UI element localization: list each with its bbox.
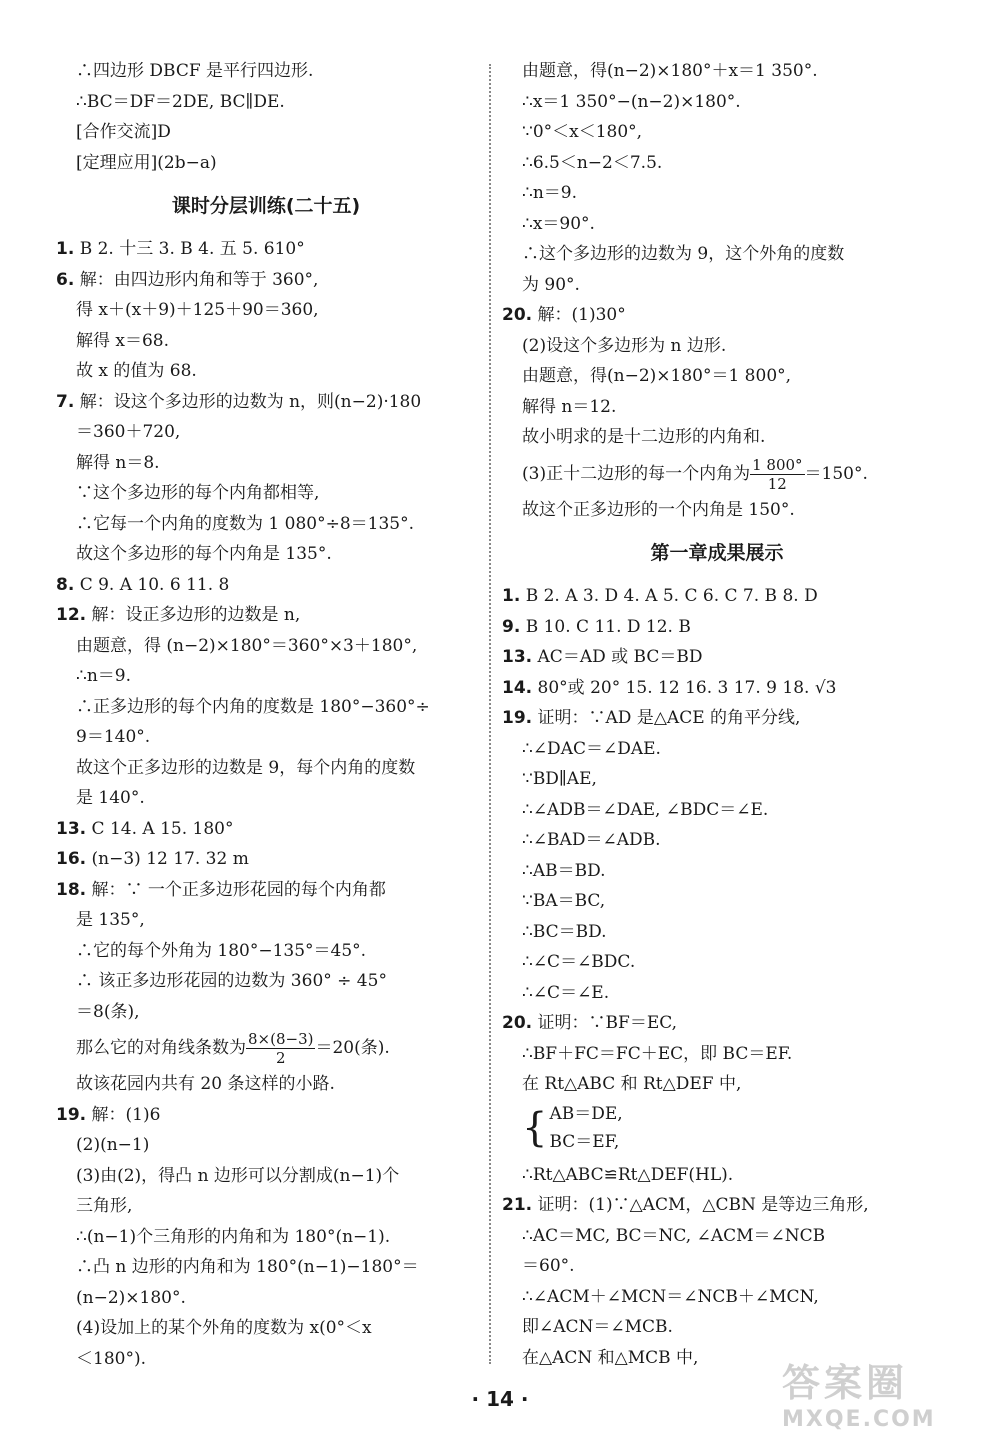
text-line	[502, 795, 932, 826]
fraction-denominator: 2	[275, 1049, 286, 1067]
text-line	[502, 392, 932, 423]
text-line	[502, 148, 932, 179]
text-line	[56, 539, 476, 570]
text-line	[56, 387, 476, 418]
question-number: 8.	[56, 574, 75, 595]
text-line	[502, 209, 932, 240]
answer-text: ∴正多边形的每个内角的度数是 180°−360°÷	[76, 696, 430, 717]
section-heading: 第一章成果展示	[650, 542, 784, 564]
text-line	[502, 703, 932, 734]
text-line	[502, 581, 932, 612]
watermark-logo	[782, 1352, 982, 1432]
answer-text: ∴BF＋FC＝FC＋EC，即 BC＝EF.	[522, 1043, 793, 1064]
fraction	[750, 456, 804, 493]
text-line	[56, 265, 476, 296]
text-line	[56, 1130, 476, 1161]
answer-text: 解：设这个多边形的边数为 n，则(n−2)·180	[79, 391, 422, 412]
brace-symbol: {	[522, 1104, 548, 1151]
text-line	[56, 875, 476, 906]
right-column	[502, 56, 932, 1373]
question-number: 9.	[502, 616, 521, 637]
watermark-line1: 答案圈	[782, 1361, 909, 1405]
text-line	[56, 1161, 476, 1192]
answer-text: (n−2)×180°.	[76, 1287, 186, 1308]
text-line	[56, 1191, 476, 1222]
question-number: 19.	[502, 708, 533, 728]
answer-text: ＜180°).	[76, 1348, 146, 1369]
answer-text: 是 135°,	[76, 910, 145, 930]
text-line	[56, 966, 476, 997]
text-line	[56, 326, 476, 357]
answer-text: 故小明求的是十二边形的内角和.	[522, 427, 766, 447]
text-line	[56, 1283, 476, 1314]
question-number: 12.	[56, 605, 87, 625]
text-line	[56, 1069, 476, 1100]
answer-text: 故 x 的值为 68.	[76, 361, 197, 381]
answer-text: ∴(n−1)个三角形的内角和为 180°(n−1).	[76, 1226, 391, 1247]
text-line	[502, 1008, 932, 1039]
text-line	[56, 722, 476, 753]
question-number: 13.	[502, 647, 533, 667]
answer-text: ∵0°＜x＜180°,	[522, 122, 643, 142]
text-line	[56, 661, 476, 692]
answer-text: ∴Rt△ABC≌Rt△DEF(HL).	[522, 1164, 734, 1185]
text-line	[56, 600, 476, 631]
text-line	[502, 422, 932, 453]
fraction-denominator: 12	[767, 474, 787, 493]
text-line	[502, 978, 932, 1009]
equation-system	[549, 1100, 622, 1156]
answer-text: ＝20(条).	[315, 1038, 390, 1058]
text-line	[56, 1313, 476, 1344]
section-heading: 课时分层训练(二十五)	[171, 195, 361, 217]
answer-text: 为 90°.	[522, 274, 580, 295]
answer-text: ∴BC＝DF＝2DE, BC∥DE.	[76, 91, 285, 112]
question-number: 14.	[502, 677, 533, 698]
column-divider	[489, 64, 491, 1364]
text-line	[502, 673, 932, 704]
text-line	[56, 117, 476, 148]
answer-text: 解：(1)6	[91, 1104, 161, 1125]
fraction-numerator: 8×(8−3)	[248, 1030, 314, 1048]
text-line	[56, 1100, 476, 1131]
answer-text: 由题意，得 (n−2)×180°＝360°×3＋180°,	[76, 635, 418, 656]
answer-text: 在 Rt△ABC 和 Rt△DEF 中,	[522, 1074, 742, 1094]
answer-text: 由题意，得(n−2)×180°＋x＝1 350°.	[522, 61, 818, 81]
text-line	[502, 764, 932, 795]
text-line	[56, 1344, 476, 1375]
text-line	[502, 87, 932, 118]
answer-text: ∴这个多边形的边数为 9，这个外角的度数	[522, 244, 845, 264]
answer-text: ∴四边形 DBCF 是平行四边形.	[76, 61, 314, 81]
answer-text: (3)正十二边形的每一个内角为	[522, 463, 751, 484]
answer-text: 证明：∵BF＝EC,	[537, 1013, 678, 1033]
text-line	[56, 997, 476, 1028]
answer-text: ∴它的每个外角为 180°−135°＝45°.	[76, 940, 367, 961]
answer-text: 是 140°.	[76, 788, 145, 808]
text-line	[56, 87, 476, 118]
text-line	[502, 947, 932, 978]
text-line	[56, 295, 476, 326]
text-line	[56, 631, 476, 662]
text-line	[502, 1221, 932, 1252]
text-line	[502, 825, 932, 856]
text-line	[502, 178, 932, 209]
question-number: 18.	[56, 879, 87, 900]
answer-text: [定理应用](2b−a)	[76, 152, 217, 173]
question-number: 13.	[56, 818, 87, 839]
answer-text: ∴x＝90°.	[522, 213, 595, 234]
answer-text: ∴6.5＜n−2＜7.5.	[522, 152, 663, 173]
text-line	[56, 1222, 476, 1253]
answer-text: AC＝AD 或 BC＝BD	[537, 647, 703, 667]
text-line	[502, 886, 932, 917]
answer-text: ∴AB＝BD.	[522, 860, 606, 881]
text-line	[502, 239, 932, 270]
question-number: 16.	[56, 849, 87, 869]
text-line	[56, 783, 476, 814]
answer-text: ∴它每一个内角的度数为 1 080°÷8＝135°.	[76, 513, 414, 534]
answer-text: B 10. C 11. D 12. B	[525, 616, 691, 637]
answer-text: ∴∠C＝∠E.	[522, 982, 610, 1003]
text-line	[56, 936, 476, 967]
answer-text: 9＝140°.	[76, 727, 151, 747]
answer-text: 由题意，得(n−2)×180°＝1 800°,	[522, 366, 792, 386]
text-line	[56, 234, 476, 265]
answer-text: [合作交流]D	[76, 122, 171, 142]
text-line	[56, 417, 476, 448]
answer-text: ∴∠DAC＝∠DAE.	[522, 738, 661, 759]
question-number: 1.	[502, 586, 521, 606]
text-line	[502, 300, 932, 331]
text-line	[56, 56, 476, 87]
answer-text: (3)由(2)，得凸 n 边形可以分割成(n−1)个	[76, 1165, 400, 1186]
text-line	[502, 56, 932, 87]
text-line	[56, 1027, 476, 1069]
text-line	[502, 1312, 932, 1343]
fraction	[246, 1030, 315, 1067]
text-line	[56, 814, 476, 845]
answer-text: C 14. A 15. 180°	[91, 818, 234, 839]
answer-text: 解得 n＝8.	[76, 452, 160, 473]
question-number: 20.	[502, 305, 533, 325]
text-line	[56, 448, 476, 479]
text-line	[56, 844, 476, 875]
answer-text: 解得 x＝68.	[76, 330, 170, 351]
answer-text: 三角形,	[76, 1196, 133, 1216]
watermark-line2: MXQE.COM	[782, 1407, 936, 1432]
text-line	[502, 361, 932, 392]
text-line	[56, 356, 476, 387]
fraction-numerator: 1 800°	[752, 455, 803, 474]
answer-text: (2)(n−1)	[76, 1135, 150, 1155]
text-line	[502, 117, 932, 148]
question-number: 1.	[56, 239, 75, 259]
text-line	[502, 642, 932, 673]
answer-text: 故该花园内共有 20 条这样的小路.	[76, 1074, 335, 1094]
answer-text: (2)设这个多边形为 n 边形.	[522, 335, 727, 356]
answer-text: 那么它的对角线条数为	[76, 1038, 246, 1058]
text-line	[502, 1190, 932, 1221]
text-line	[502, 734, 932, 765]
answer-text: 得 x＋(x＋9)＋125＋90＝360,	[76, 300, 319, 320]
answer-text: ∴∠BAD＝∠ADB.	[522, 830, 661, 850]
text-line	[56, 905, 476, 936]
question-number: 6.	[56, 269, 75, 290]
answer-text: 故这个多边形的每个内角是 135°.	[76, 544, 332, 564]
answer-text: ∴∠C＝∠BDC.	[522, 952, 636, 972]
answer-text: B 2. 十三 3. B 4. 五 5. 610°	[79, 239, 305, 259]
text-line	[502, 1282, 932, 1313]
text-line	[502, 453, 932, 495]
answer-text: ∴AC＝MC, BC＝NC, ∠ACM＝∠NCB	[522, 1225, 826, 1246]
answer-text: ∵这个多边形的每个内角都相等,	[76, 483, 320, 503]
question-number: 21.	[502, 1195, 533, 1215]
text-line	[502, 612, 932, 643]
answer-text: 证明：∵AD 是△ACE 的角平分线,	[537, 708, 801, 728]
answer-text: ＝150°.	[804, 463, 868, 484]
text-line	[56, 478, 476, 509]
answer-text: (n−3) 12 17. 32 m	[91, 849, 249, 869]
answer-text: ∴∠ADB＝∠DAE, ∠BDC＝∠E.	[522, 799, 769, 820]
text-line	[502, 856, 932, 887]
answer-text: 解得 n＝12.	[522, 396, 617, 417]
answer-text: 解：(1)30°	[537, 305, 626, 325]
text-line	[56, 692, 476, 723]
answer-text: ＝360＋720,	[76, 422, 181, 442]
text-line	[56, 753, 476, 784]
answer-text: 即∠ACN＝∠MCB.	[522, 1317, 673, 1337]
question-number: 7.	[56, 391, 75, 412]
answer-text: ∴∠ACM＋∠MCN＝∠NCB＋∠MCN,	[522, 1286, 819, 1307]
answer-text: ＝8(条),	[76, 1001, 140, 1022]
text-line	[56, 509, 476, 540]
answer-text: 故这个正多边形的边数是 9，每个内角的度数	[76, 757, 416, 778]
answer-text: 解：设正多边形的边数是 n,	[91, 605, 301, 625]
answer-text: ∴n＝9.	[76, 666, 131, 686]
answer-text: ∴凸 n 边形的内角和为 180°(n−1)−180°＝	[76, 1257, 419, 1277]
answer-text: ∴BC＝BD.	[522, 921, 607, 942]
text-line	[502, 495, 932, 526]
answer-text: 故这个正多边形的一个内角是 150°.	[522, 499, 795, 520]
page-number: · 14 ·	[471, 1387, 529, 1411]
text-line	[502, 917, 932, 948]
text-line	[502, 1160, 932, 1191]
answer-text: C 9. A 10. 6 11. 8	[79, 574, 230, 595]
text-line	[502, 1039, 932, 1070]
question-number: 20.	[502, 1013, 533, 1033]
answer-text: (4)设加上的某个外角的度数为 x(0°＜x	[76, 1318, 372, 1338]
answer-text: 证明：(1)∵△ACM，△CBN 是等边三角形,	[537, 1195, 869, 1215]
text-line	[502, 270, 932, 301]
system-row: BC＝EF,	[549, 1131, 620, 1152]
answer-text: ∴x＝1 350°−(n−2)×180°.	[522, 91, 741, 112]
system-row: AB＝DE,	[549, 1103, 623, 1124]
text-line	[56, 1252, 476, 1283]
text-line	[502, 331, 932, 362]
text-line	[502, 1251, 932, 1282]
answer-text: ∵BD∥AE,	[522, 769, 597, 789]
answer-text: ＝60°.	[522, 1256, 575, 1276]
text-line	[502, 1069, 932, 1100]
text-line	[502, 1100, 932, 1160]
answer-text: ∴n＝9.	[522, 183, 577, 203]
question-number: 19.	[56, 1104, 87, 1125]
answer-text: ∵BA＝BC,	[522, 891, 606, 911]
answer-text: 在△ACN 和△MCB 中,	[522, 1347, 699, 1368]
text-line	[56, 148, 476, 179]
answer-text: 解：由四边形内角和等于 360°,	[79, 269, 319, 290]
answer-text: B 2. A 3. D 4. A 5. C 6. C 7. B 8. D	[525, 586, 818, 606]
answer-text: 80°或 20° 15. 12 16. 3 17. 9 18. √3	[537, 677, 837, 698]
left-column	[56, 56, 476, 1374]
answer-text: ∴ 该正多边形花园的边数为 360° ÷ 45°	[76, 971, 387, 991]
text-line	[56, 570, 476, 601]
answer-text: 解：∵ 一个正多边形花园的每个内角都	[91, 879, 386, 900]
